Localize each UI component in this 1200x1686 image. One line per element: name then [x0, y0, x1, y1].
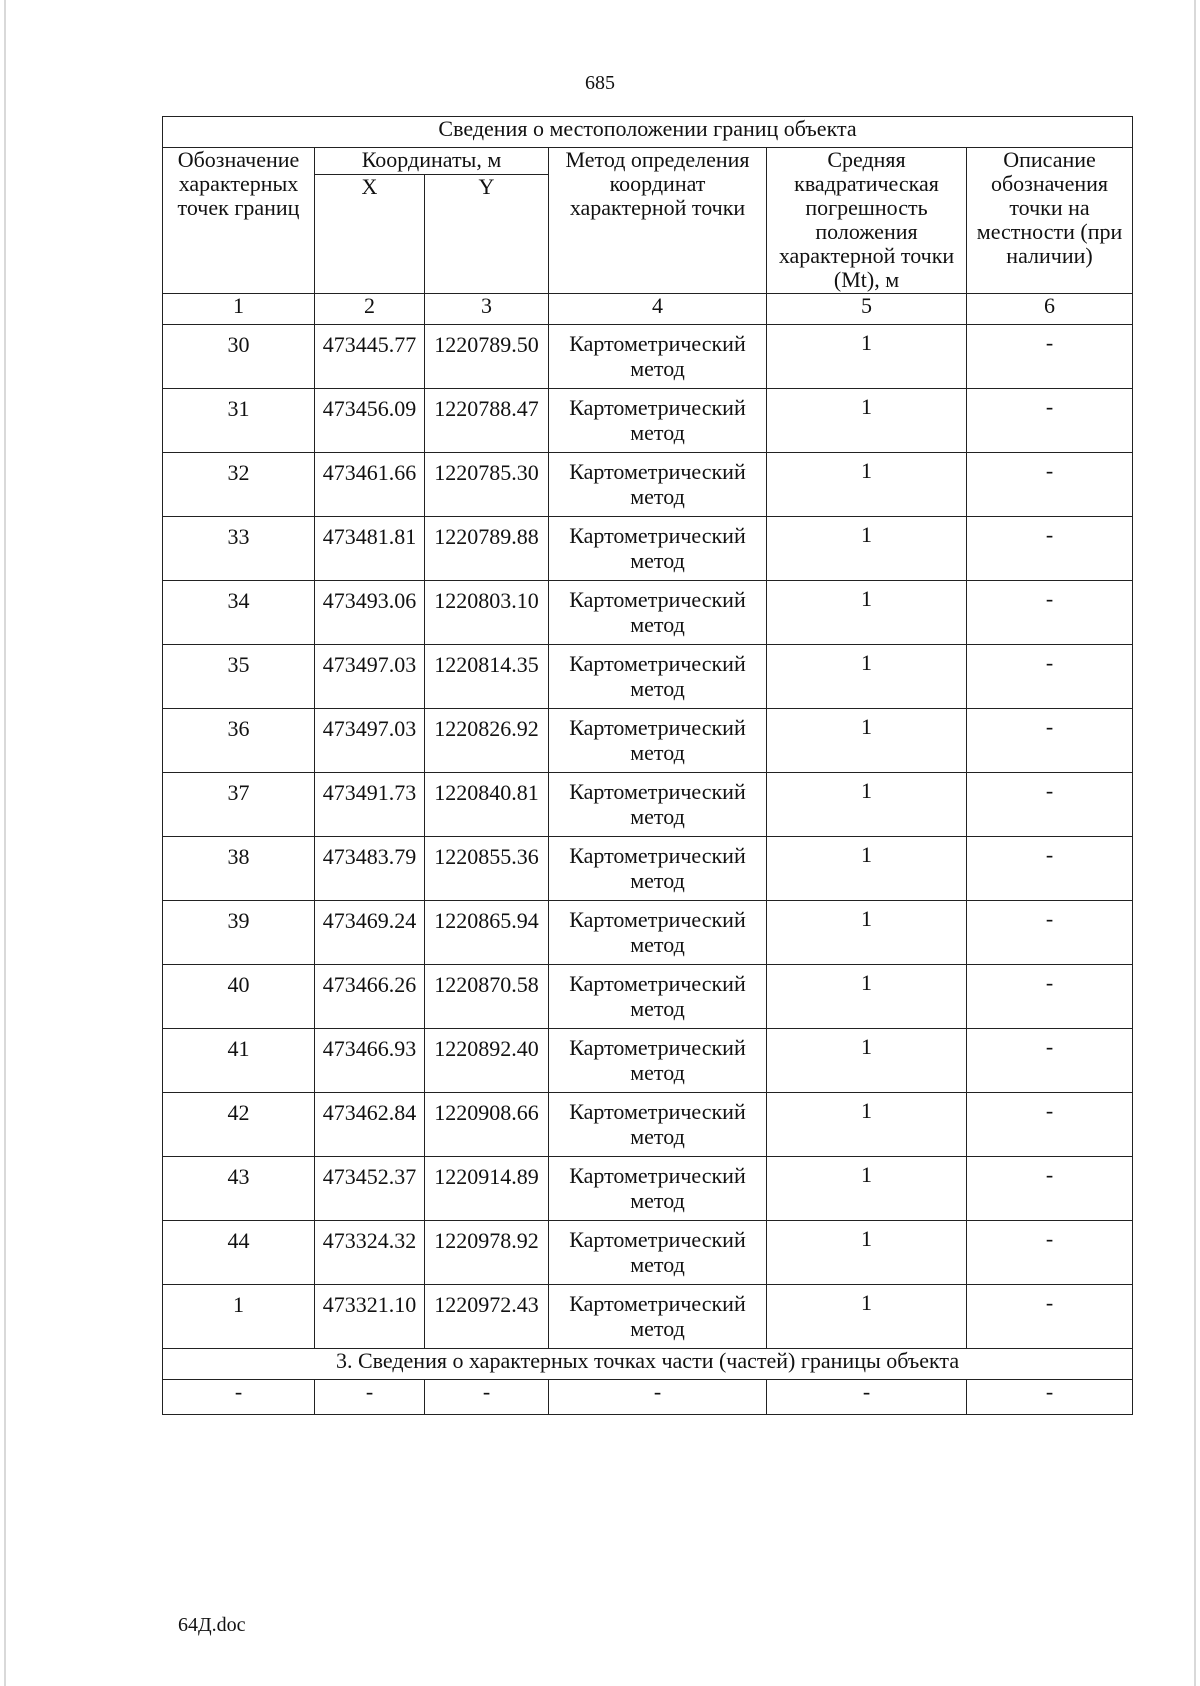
cell-error: 1	[767, 1221, 967, 1285]
cell-y: 1220840.81	[425, 773, 549, 837]
column-number: 5	[767, 294, 967, 325]
table-row	[163, 581, 1133, 645]
header-point: Обозначение характерных точек границ	[163, 148, 315, 294]
cell-method: Картометрический метод	[549, 1285, 767, 1349]
table-title: Сведения о местоположении границ объекта	[163, 117, 1133, 148]
cell-description: -	[967, 1285, 1133, 1349]
column-number-row	[163, 294, 1133, 325]
cell-error: 1	[767, 837, 967, 901]
cell-method: Картометрический метод	[549, 709, 767, 773]
table-row	[163, 1093, 1133, 1157]
cell-point: 38	[163, 837, 315, 901]
cell-description: -	[967, 965, 1133, 1029]
cell-y: 1220789.50	[425, 325, 549, 389]
cell-error: 1	[767, 325, 967, 389]
cell-description: -	[967, 453, 1133, 517]
header-row-1	[163, 148, 1133, 175]
cell-point: 36	[163, 709, 315, 773]
table-row	[163, 517, 1133, 581]
cell-description: -	[967, 1093, 1133, 1157]
cell-point: 31	[163, 389, 315, 453]
section-title: 3. Сведения о характерных точках части (частей) границы объекта	[163, 1349, 1133, 1380]
cell-y: 1220814.35	[425, 645, 549, 709]
cell-method: Картометрический метод	[549, 965, 767, 1029]
cell-description: -	[967, 389, 1133, 453]
cell-error: 1	[767, 517, 967, 581]
cell-point: 43	[163, 1157, 315, 1221]
cell-description: -	[967, 1029, 1133, 1093]
cell-error: 1	[767, 1157, 967, 1221]
cell-method: Картометрический метод	[549, 837, 767, 901]
cell-error: 1	[767, 645, 967, 709]
cell-error: 1	[767, 965, 967, 1029]
cell-error: 1	[767, 773, 967, 837]
cell-method: Картометрический метод	[549, 325, 767, 389]
cell-point: 37	[163, 773, 315, 837]
cell-description: -	[967, 773, 1133, 837]
cell-x: 473481.81	[315, 517, 425, 581]
table-row	[163, 901, 1133, 965]
cell-y: 1220972.43	[425, 1285, 549, 1349]
header-description: Описание обозначения точки на местности (при наличии)	[967, 148, 1133, 294]
cell-point: 33	[163, 517, 315, 581]
cell-x: 473466.93	[315, 1029, 425, 1093]
table-row	[163, 1285, 1133, 1349]
cell-x: 473445.77	[315, 325, 425, 389]
header-error: Средняя квадратическая погрешность положения характерной точки (Mt), м	[767, 148, 967, 294]
column-number: 2	[315, 294, 425, 325]
cell-description: -	[967, 1221, 1133, 1285]
table-title-row	[163, 117, 1133, 148]
cell-method: Картометрический метод	[549, 581, 767, 645]
cell-description: -	[967, 581, 1133, 645]
cell-x: 473456.09	[315, 389, 425, 453]
cell-error: 1	[767, 581, 967, 645]
cell-point: 1	[163, 1285, 315, 1349]
cell-point: 35	[163, 645, 315, 709]
cell-y: 1220826.92	[425, 709, 549, 773]
table-row	[163, 389, 1133, 453]
cell-method: Картометрический метод	[549, 517, 767, 581]
cell-error: 1	[767, 901, 967, 965]
cell-x: 473497.03	[315, 709, 425, 773]
column-number: 3	[425, 294, 549, 325]
cell-description: -	[967, 1157, 1133, 1221]
cell-method: Картометрический метод	[549, 1093, 767, 1157]
empty-row	[163, 1380, 1133, 1415]
cell-x: 473483.79	[315, 837, 425, 901]
column-number: 1	[163, 294, 315, 325]
empty-cell: -	[163, 1380, 315, 1415]
cell-method: Картометрический метод	[549, 773, 767, 837]
empty-cell: -	[549, 1380, 767, 1415]
cell-error: 1	[767, 389, 967, 453]
cell-error: 1	[767, 1029, 967, 1093]
table-row	[163, 965, 1133, 1029]
cell-description: -	[967, 517, 1133, 581]
cell-description: -	[967, 709, 1133, 773]
cell-y: 1220870.58	[425, 965, 549, 1029]
cell-x: 473497.03	[315, 645, 425, 709]
cell-description: -	[967, 837, 1133, 901]
cell-point: 34	[163, 581, 315, 645]
cell-point: 40	[163, 965, 315, 1029]
cell-x: 473461.66	[315, 453, 425, 517]
cell-x: 473324.32	[315, 1221, 425, 1285]
cell-description: -	[967, 325, 1133, 389]
cell-y: 1220892.40	[425, 1029, 549, 1093]
cell-y: 1220914.89	[425, 1157, 549, 1221]
scan-edge-right	[1194, 0, 1196, 1686]
cell-y: 1220803.10	[425, 581, 549, 645]
column-number: 6	[967, 294, 1133, 325]
cell-y: 1220788.47	[425, 389, 549, 453]
cell-method: Картометрический метод	[549, 645, 767, 709]
header-coordinates: Координаты, м	[315, 148, 549, 175]
table-row	[163, 773, 1133, 837]
cell-error: 1	[767, 1093, 967, 1157]
cell-point: 42	[163, 1093, 315, 1157]
cell-y: 1220908.66	[425, 1093, 549, 1157]
cell-description: -	[967, 645, 1133, 709]
cell-point: 32	[163, 453, 315, 517]
column-number: 4	[549, 294, 767, 325]
cell-point: 39	[163, 901, 315, 965]
cell-x: 473462.84	[315, 1093, 425, 1157]
cell-point: 30	[163, 325, 315, 389]
boundary-coordinates-table	[162, 116, 1133, 1415]
cell-x: 473491.73	[315, 773, 425, 837]
section-row	[163, 1349, 1133, 1380]
cell-y: 1220855.36	[425, 837, 549, 901]
empty-cell: -	[967, 1380, 1133, 1415]
cell-y: 1220978.92	[425, 1221, 549, 1285]
cell-method: Картометрический метод	[549, 1221, 767, 1285]
empty-cell: -	[315, 1380, 425, 1415]
cell-y: 1220785.30	[425, 453, 549, 517]
table-row	[163, 837, 1133, 901]
empty-cell: -	[425, 1380, 549, 1415]
header-y: Y	[425, 175, 549, 294]
page-number: 685	[585, 72, 615, 94]
table-row	[163, 1221, 1133, 1285]
scan-edge-left	[4, 0, 6, 1686]
header-method: Метод определения координат характерной точки	[549, 148, 767, 294]
cell-x: 473493.06	[315, 581, 425, 645]
cell-x: 473321.10	[315, 1285, 425, 1349]
cell-point: 44	[163, 1221, 315, 1285]
table-row	[163, 709, 1133, 773]
cell-method: Картометрический метод	[549, 901, 767, 965]
header-x: X	[315, 175, 425, 294]
cell-y: 1220789.88	[425, 517, 549, 581]
cell-method: Картометрический метод	[549, 389, 767, 453]
table-row	[163, 645, 1133, 709]
cell-method: Картометрический метод	[549, 1029, 767, 1093]
cell-method: Картометрический метод	[549, 1157, 767, 1221]
cell-error: 1	[767, 453, 967, 517]
cell-description: -	[967, 901, 1133, 965]
table-body	[163, 117, 1133, 1415]
cell-error: 1	[767, 1285, 967, 1349]
cell-x: 473466.26	[315, 965, 425, 1029]
table-row	[163, 1157, 1133, 1221]
table-row	[163, 453, 1133, 517]
table-row	[163, 1029, 1133, 1093]
footer-filename: 64Д.doc	[178, 1614, 246, 1636]
cell-error: 1	[767, 709, 967, 773]
cell-y: 1220865.94	[425, 901, 549, 965]
cell-point: 41	[163, 1029, 315, 1093]
table-row	[163, 325, 1133, 389]
cell-x: 473452.37	[315, 1157, 425, 1221]
cell-x: 473469.24	[315, 901, 425, 965]
cell-method: Картометрический метод	[549, 453, 767, 517]
empty-cell: -	[767, 1380, 967, 1415]
